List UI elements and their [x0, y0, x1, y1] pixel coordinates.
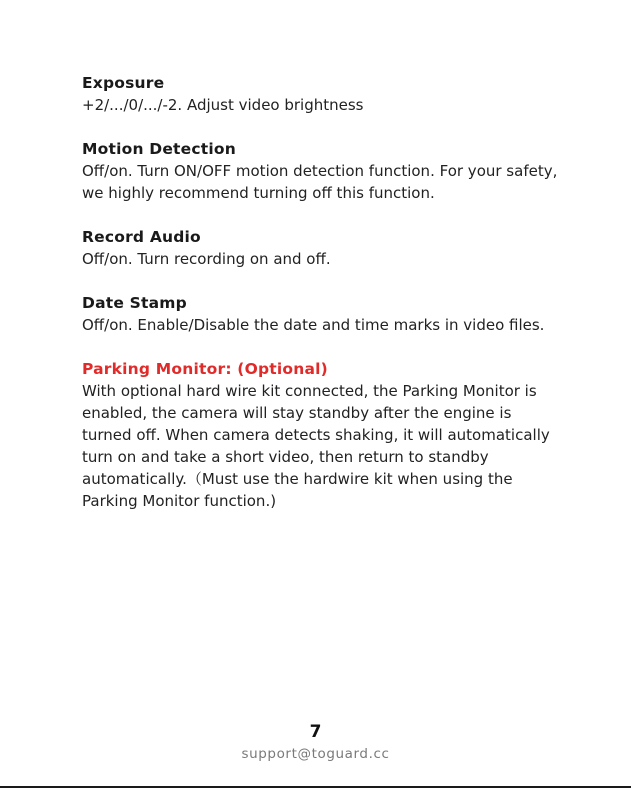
manual-content — [82, 72, 562, 534]
section-description: Off/on. Enable/Disable the date and time marks in video files. — [82, 316, 545, 334]
section-date-stamp — [82, 292, 562, 336]
section-heading: Exposure — [82, 74, 165, 92]
section-heading: Date Stamp — [82, 294, 187, 312]
section-description: Off/on. Turn recording on and off. — [82, 250, 331, 268]
section-description: +2/.../0/.../-2. Adjust video brightness — [82, 96, 364, 114]
section-motion-detection — [82, 138, 562, 204]
section-heading: Record Audio — [82, 228, 201, 246]
section-heading: Motion Detection — [82, 140, 236, 158]
section-heading-optional: Parking Monitor: (Optional) — [82, 360, 328, 378]
page-number: 7 — [309, 722, 322, 742]
section-description: With optional hard wire kit connected, the Parking Monitor is enabled, the camera will stay standby after the engine is turned off. When camera detects shaking, it will automatically turn on and take a short video, then return to standby automatically.（Must use the hardwire kit when using the Parking Monitor function.) — [82, 382, 550, 510]
section-parking-monitor — [82, 358, 562, 512]
section-exposure — [82, 72, 562, 116]
section-record-audio — [82, 226, 562, 270]
section-description: Off/on. Turn ON/OFF motion detection function. For your safety, we highly recommend turning off this function. — [82, 162, 558, 202]
support-email: support@toguard.cc — [241, 746, 390, 762]
